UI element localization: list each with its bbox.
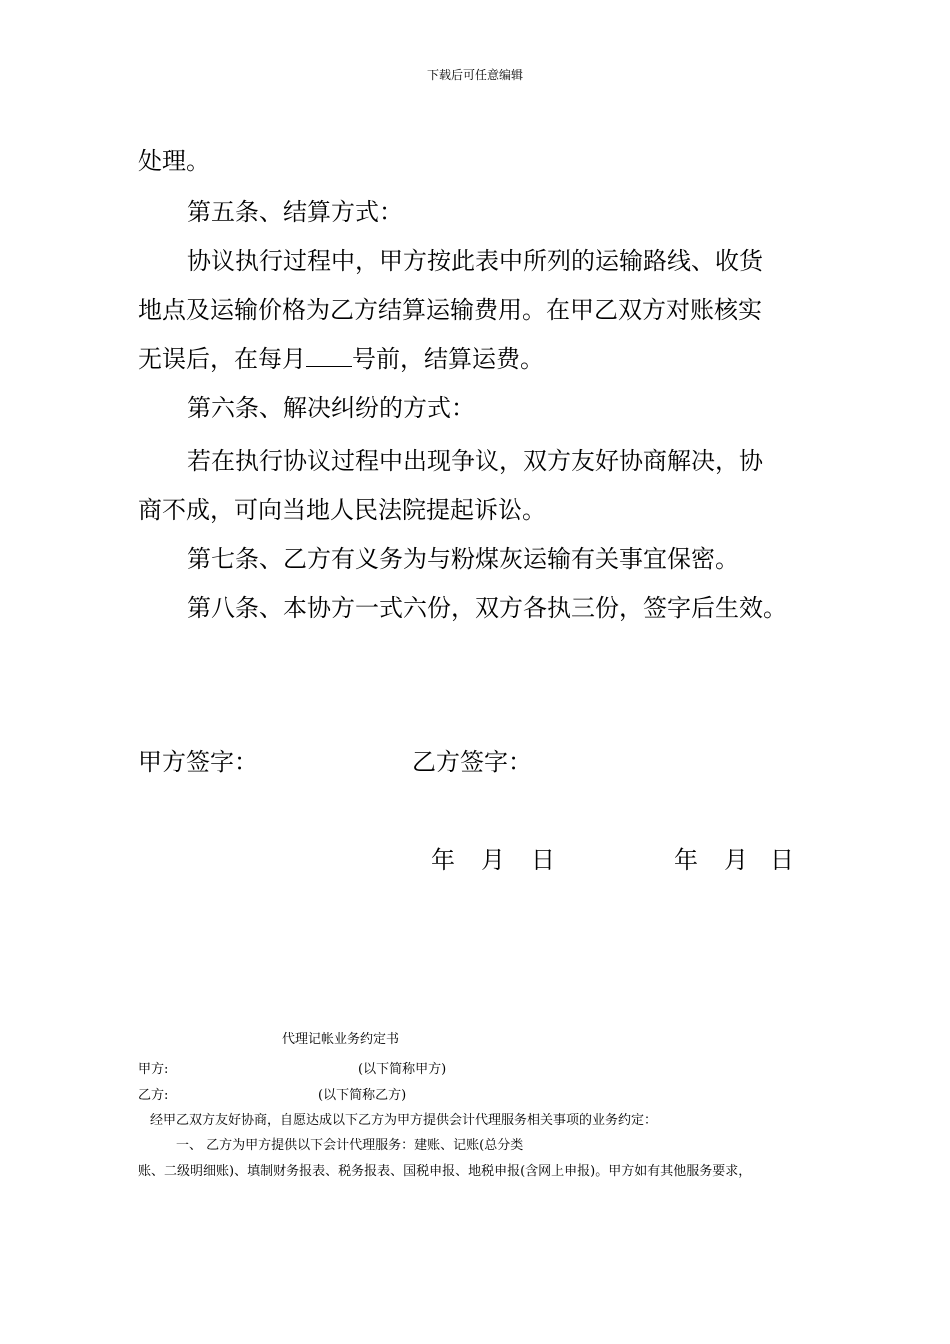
page-header: 下载后可任意编辑 bbox=[426, 68, 523, 82]
party-a-label: 甲方: bbox=[138, 1062, 169, 1077]
article-5-body-line-3a: 无误后，在每月 bbox=[138, 345, 306, 373]
agreement-intro: 经甲乙双方友好协商，自愿达成以下乙方为甲方提供会计代理服务相关事项的业务约定： bbox=[150, 1113, 658, 1128]
party-b-date bbox=[674, 840, 794, 880]
day-blank bbox=[306, 344, 352, 367]
date-year: 年 bbox=[431, 846, 455, 874]
party-b-label: 乙方: bbox=[138, 1088, 169, 1103]
party-b-signature-label: 乙方签字： bbox=[412, 748, 532, 776]
article-6-heading: 第六条、解决纠纷的方式： bbox=[187, 394, 475, 422]
date-month: 月 bbox=[481, 846, 505, 874]
date-month: 月 bbox=[724, 846, 748, 874]
article-6-body-line-2: 商不成，可向当地人民法院提起诉讼。 bbox=[138, 496, 546, 524]
party-a-date bbox=[431, 840, 555, 880]
date-year: 年 bbox=[674, 846, 698, 874]
service-item-1-line-1: 一、 乙方为甲方提供以下会计代理服务：建账、记账(总分类 bbox=[176, 1138, 524, 1153]
article-7: 第七条、乙方有义务为与粉煤灰运输有关事宜保密。 bbox=[187, 545, 739, 573]
service-item-1-line-2: 账、二级明细账)、填制财务报表、税务报表、国税申报、地税申报(含网上申报)。甲方如有其他服务要求， bbox=[138, 1164, 752, 1179]
article-5-heading: 第五条、结算方式： bbox=[187, 198, 403, 226]
article-5-body-line-1: 协议执行过程中，甲方按此表中所列的运输路线、收货 bbox=[187, 247, 763, 275]
article-5-body-line-3 bbox=[138, 335, 818, 384]
article-6-body bbox=[138, 437, 818, 535]
date-day: 日 bbox=[770, 846, 794, 874]
party-a-signature-label: 甲方签字： bbox=[138, 748, 258, 776]
date-day: 日 bbox=[531, 846, 555, 874]
party-b-note: (以下简称乙方) bbox=[318, 1088, 407, 1103]
article-6-body-line-1: 若在执行协议过程中出现争议，双方友好协商解决，协 bbox=[187, 447, 763, 475]
article-8: 第八条、本协方一式六份，双方各执三份，签字后生效。 bbox=[187, 594, 787, 622]
article-5-body-line-3b: 号前，结算运费。 bbox=[352, 345, 544, 373]
article-5-body bbox=[138, 237, 818, 384]
paragraph-continuation: 处理。 bbox=[138, 147, 210, 175]
article-5-body-line-2: 地点及运输价格为乙方结算运输费用。在甲乙双方对账核实 bbox=[138, 296, 762, 324]
party-a-note: (以下简称甲方) bbox=[358, 1062, 447, 1077]
agreement-title: 代理记帐业务约定书 bbox=[282, 1032, 400, 1047]
